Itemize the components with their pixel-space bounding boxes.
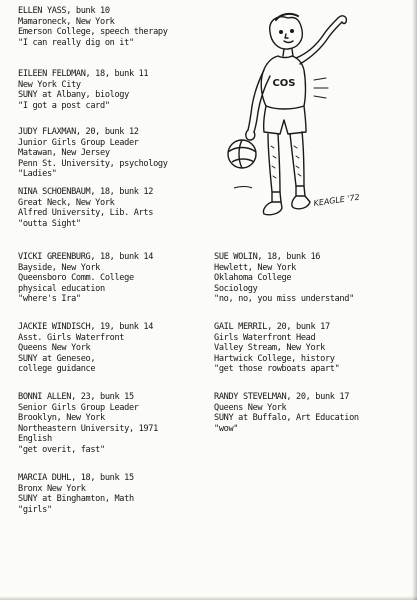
entry-line: JUDY FLAXMAN, 20, bunk 12 <box>18 127 139 137</box>
entry-line: physical education <box>18 283 105 294</box>
entry-line: GAIL MERRIL, 20, bunk 17 <box>214 322 330 332</box>
entry-line: SUNY at Buffalo, Art Education <box>214 413 359 424</box>
entry-line: "get overit, fast" <box>18 444 105 455</box>
camper-entry-marcia-duhl <box>18 473 134 515</box>
entry-line: Girls Waterfront Head <box>214 332 316 343</box>
entry-line: Mamaroneck, New York <box>18 16 115 27</box>
entry-line: Valley Stream, New York <box>214 343 325 354</box>
camper-entry-randy-stevelman <box>214 392 359 434</box>
entry-line: "Ladies" <box>18 169 57 180</box>
entry-line: "get those rowboats apart" <box>214 364 340 375</box>
entry-line: Senior Girls Group Leader <box>18 402 139 413</box>
entry-line: SUNY at Binghamton, Math <box>18 494 134 505</box>
entry-line: "I can really dig on it" <box>18 37 134 48</box>
entry-line: "I got a post card" <box>18 100 110 111</box>
entry-line: SUNY at Geneseo, <box>18 353 96 364</box>
entry-line: Queens New York <box>18 343 91 354</box>
entry-line: Northeastern University, 1971 <box>18 423 158 434</box>
camper-entry-sue-wolin <box>214 252 354 305</box>
camper-entry-judy-flaxman <box>18 127 168 180</box>
entry-line: Great Neck, New York <box>18 197 115 208</box>
entry-line: "no, no, you miss understand" <box>214 294 354 305</box>
entry-line: Sociology <box>214 283 258 294</box>
entry-line: Alfred University, Lib. Arts <box>18 208 154 219</box>
entry-line: "wow" <box>214 423 239 434</box>
entry-line: "girls" <box>18 504 52 515</box>
page-bottom-shadow <box>0 596 417 600</box>
camper-entry-gail-merril <box>214 322 339 375</box>
entry-line: Emerson College, speech therapy <box>18 27 168 38</box>
camper-entry-bonni-allen <box>18 392 158 456</box>
entry-line: "where's Ira" <box>18 294 81 305</box>
basketball-icon <box>228 140 256 168</box>
entry-line: BONNI ALLEN, 23, bunk 15 <box>18 392 134 402</box>
entry-line: NINA SCHOENBAUM, 18, bunk 12 <box>18 187 154 197</box>
entry-line: English <box>18 434 52 445</box>
entry-line: Junior Girls Group Leader <box>18 137 139 148</box>
entry-line: Bayside, New York <box>18 262 101 273</box>
basketball-player-drawing <box>218 6 368 232</box>
entry-line: Oklahoma College <box>214 273 292 284</box>
entry-line: ELLEN YASS, bunk 10 <box>18 6 110 16</box>
camper-entry-jackie-windisch <box>18 322 153 375</box>
entry-line: Queensboro Comm. College <box>18 273 134 284</box>
entry-line: JACKIE WINDISCH, 19, bunk 14 <box>18 322 154 332</box>
entry-line: EILEEN FELDMAN, 18, bunk 11 <box>18 69 149 79</box>
camper-entry-eileen-feldman <box>18 69 148 111</box>
entry-line: VICKI GREENBURG, 18, bunk 14 <box>18 252 154 262</box>
page-edge-shadow <box>412 0 417 600</box>
entry-line: "outta Sight" <box>18 218 81 229</box>
entry-line: Queens New York <box>214 402 287 413</box>
entry-line: college guidance <box>18 364 96 375</box>
entry-line: Penn St. University, psychology <box>18 158 168 169</box>
entry-line: Matawan, New Jersey <box>18 148 110 159</box>
entry-line: MARCIA DUHL, 18, bunk 15 <box>18 473 134 483</box>
camper-entry-ellen-yass <box>18 6 168 48</box>
shirt-lettering: COS <box>272 78 296 89</box>
entry-line: Asst. Girls Waterfront <box>18 332 125 343</box>
player-head <box>270 17 303 49</box>
entry-line: SUNY at Albany, biology <box>18 90 129 101</box>
entry-line: RANDY STEVELMAN, 20, bunk 17 <box>214 392 350 402</box>
artist-signature: KEAGLE '72 <box>313 192 361 208</box>
entry-line: New York City <box>18 79 81 90</box>
camper-entry-nina-schoenbaum <box>18 187 153 229</box>
entry-line: SUE WOLIN, 18, bunk 16 <box>214 252 321 262</box>
entry-line: Bronx New York <box>18 483 86 494</box>
camper-entry-vicki-greenburg <box>18 252 153 305</box>
entry-line: Brooklyn, New York <box>18 413 105 424</box>
player-shorts <box>264 106 306 134</box>
entry-line: Hewlett, New York <box>214 262 297 273</box>
entry-line: Hartwick College, history <box>214 353 335 364</box>
